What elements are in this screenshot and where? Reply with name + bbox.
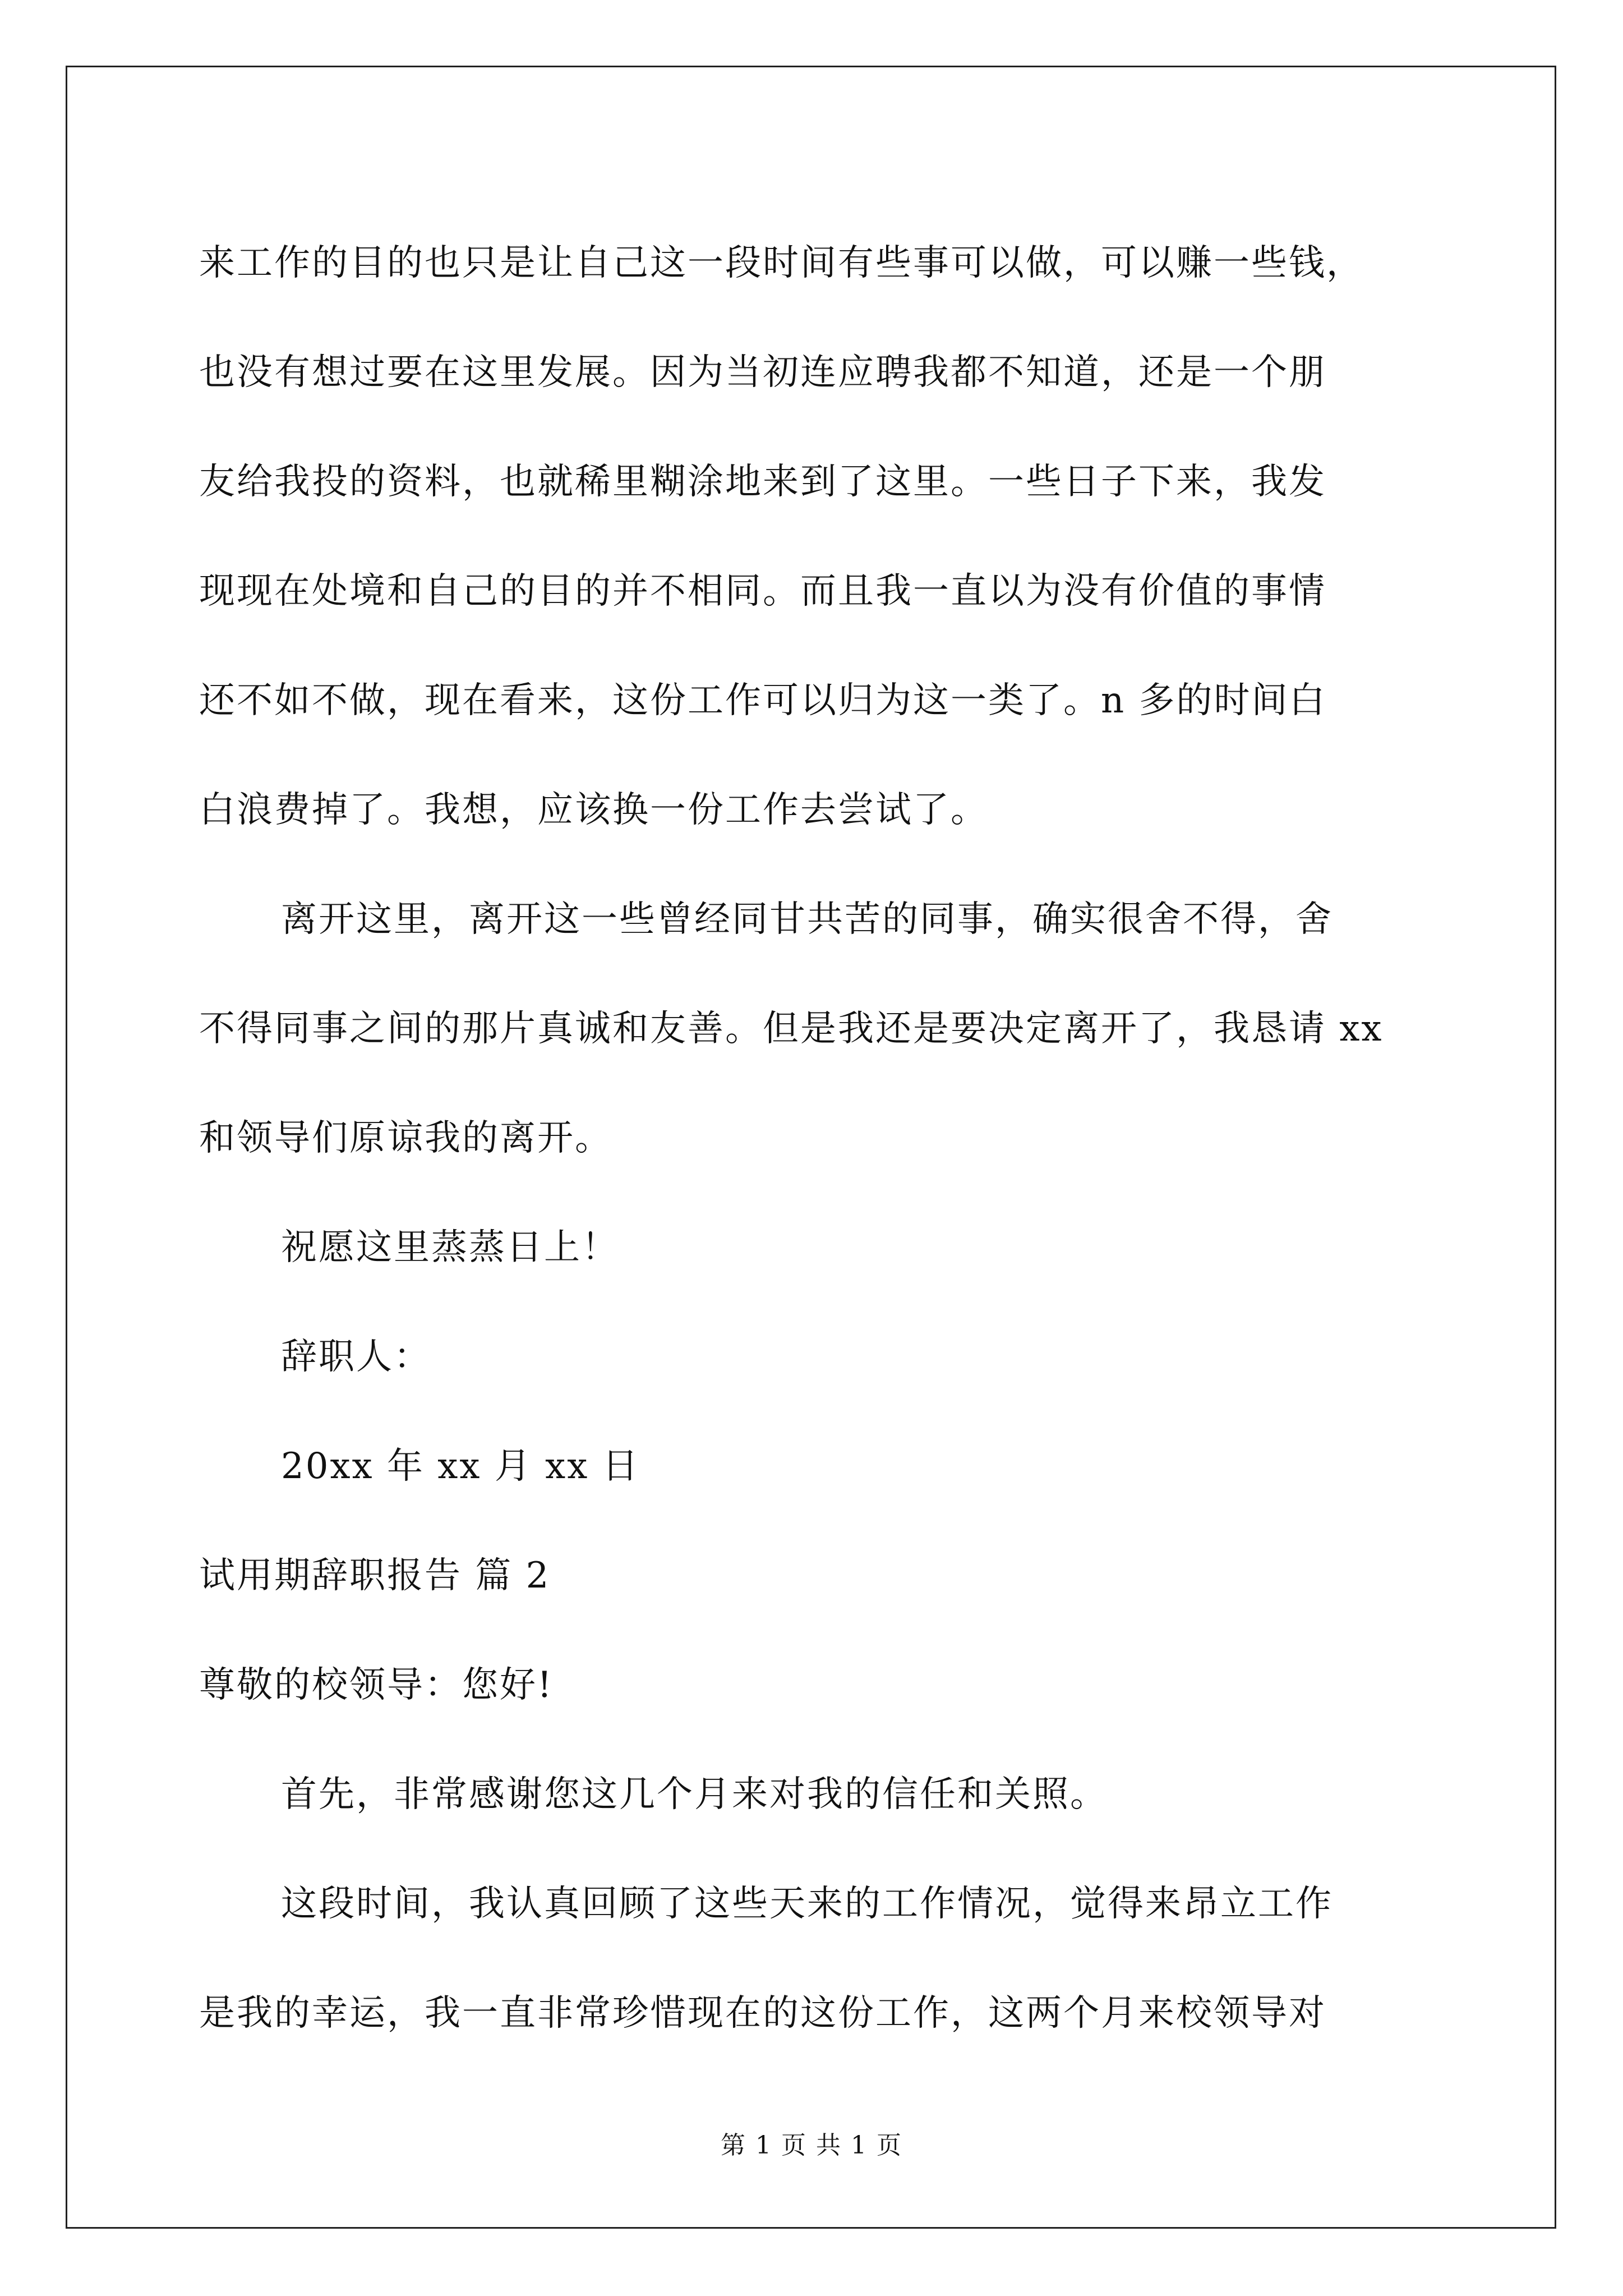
paragraph-3 xyxy=(199,1740,1436,1849)
text-line: 20xx 年 xx 月 xx 日 xyxy=(281,1446,640,1487)
text-line: 白浪费掉了。我想，应该换一份工作去尝试了。 xyxy=(199,789,988,831)
text-line: 现现在处境和自己的目的并不相同。而且我一直以为没有价值的事情 xyxy=(199,570,1326,612)
text-line: 也没有想过要在这里发展。因为当初连应聘我都不知道，还是一个朋 xyxy=(199,352,1326,393)
text-line: 辞职人： xyxy=(281,1336,431,1378)
text-line: 这段时间，我认真回顾了这些天来的工作情况，觉得来昂立工作 xyxy=(281,1883,1333,1925)
text-line: 是我的幸运，我一直非常珍惜现在的这份工作，这两个月来校领导对 xyxy=(199,1993,1326,2034)
text-line: 还不如不做，现在看来，这份工作可以归为这一类了。n 多的时间白 xyxy=(199,680,1327,721)
text-line: 祝愿这里蒸蒸日上！ xyxy=(281,1227,619,1268)
page-footer: 第 1 页 共 1 页 xyxy=(721,2131,902,2160)
paragraph-1 xyxy=(199,209,1436,865)
closing-wish xyxy=(199,1193,1436,1303)
paragraph-2 xyxy=(199,865,1436,1193)
text-line: 和领导们原谅我的离开。 xyxy=(199,1117,612,1159)
text-line: 不得同事之间的那片真诚和友善。但是我还是要决定离开了，我恳请 xx xyxy=(199,1008,1384,1050)
text-line: 尊敬的校领导：您好! xyxy=(199,1664,554,1706)
text-line: 离开这里，离开这一些曾经同甘共苦的同事，确实很舍不得，舍 xyxy=(281,899,1333,940)
section-heading xyxy=(199,1521,1436,1631)
paragraph-4 xyxy=(199,1849,1436,2068)
document-body xyxy=(199,209,1436,2068)
salutation xyxy=(199,1631,1436,1740)
date-line xyxy=(199,1412,1436,1521)
signature-label xyxy=(199,1303,1436,1412)
text-line: 首先，非常感谢您这几个月来对我的信任和关照。 xyxy=(281,1774,1108,1815)
text-line: 来工作的目的也只是让自己这一段时间有些事可以做，可以赚一些钱， xyxy=(199,242,1364,284)
text-line: 友给我投的资料，也就稀里糊涂地来到了这里。一些日子下来，我发 xyxy=(199,461,1326,503)
text-line: 试用期辞职报告 篇 2 xyxy=(199,1555,551,1596)
